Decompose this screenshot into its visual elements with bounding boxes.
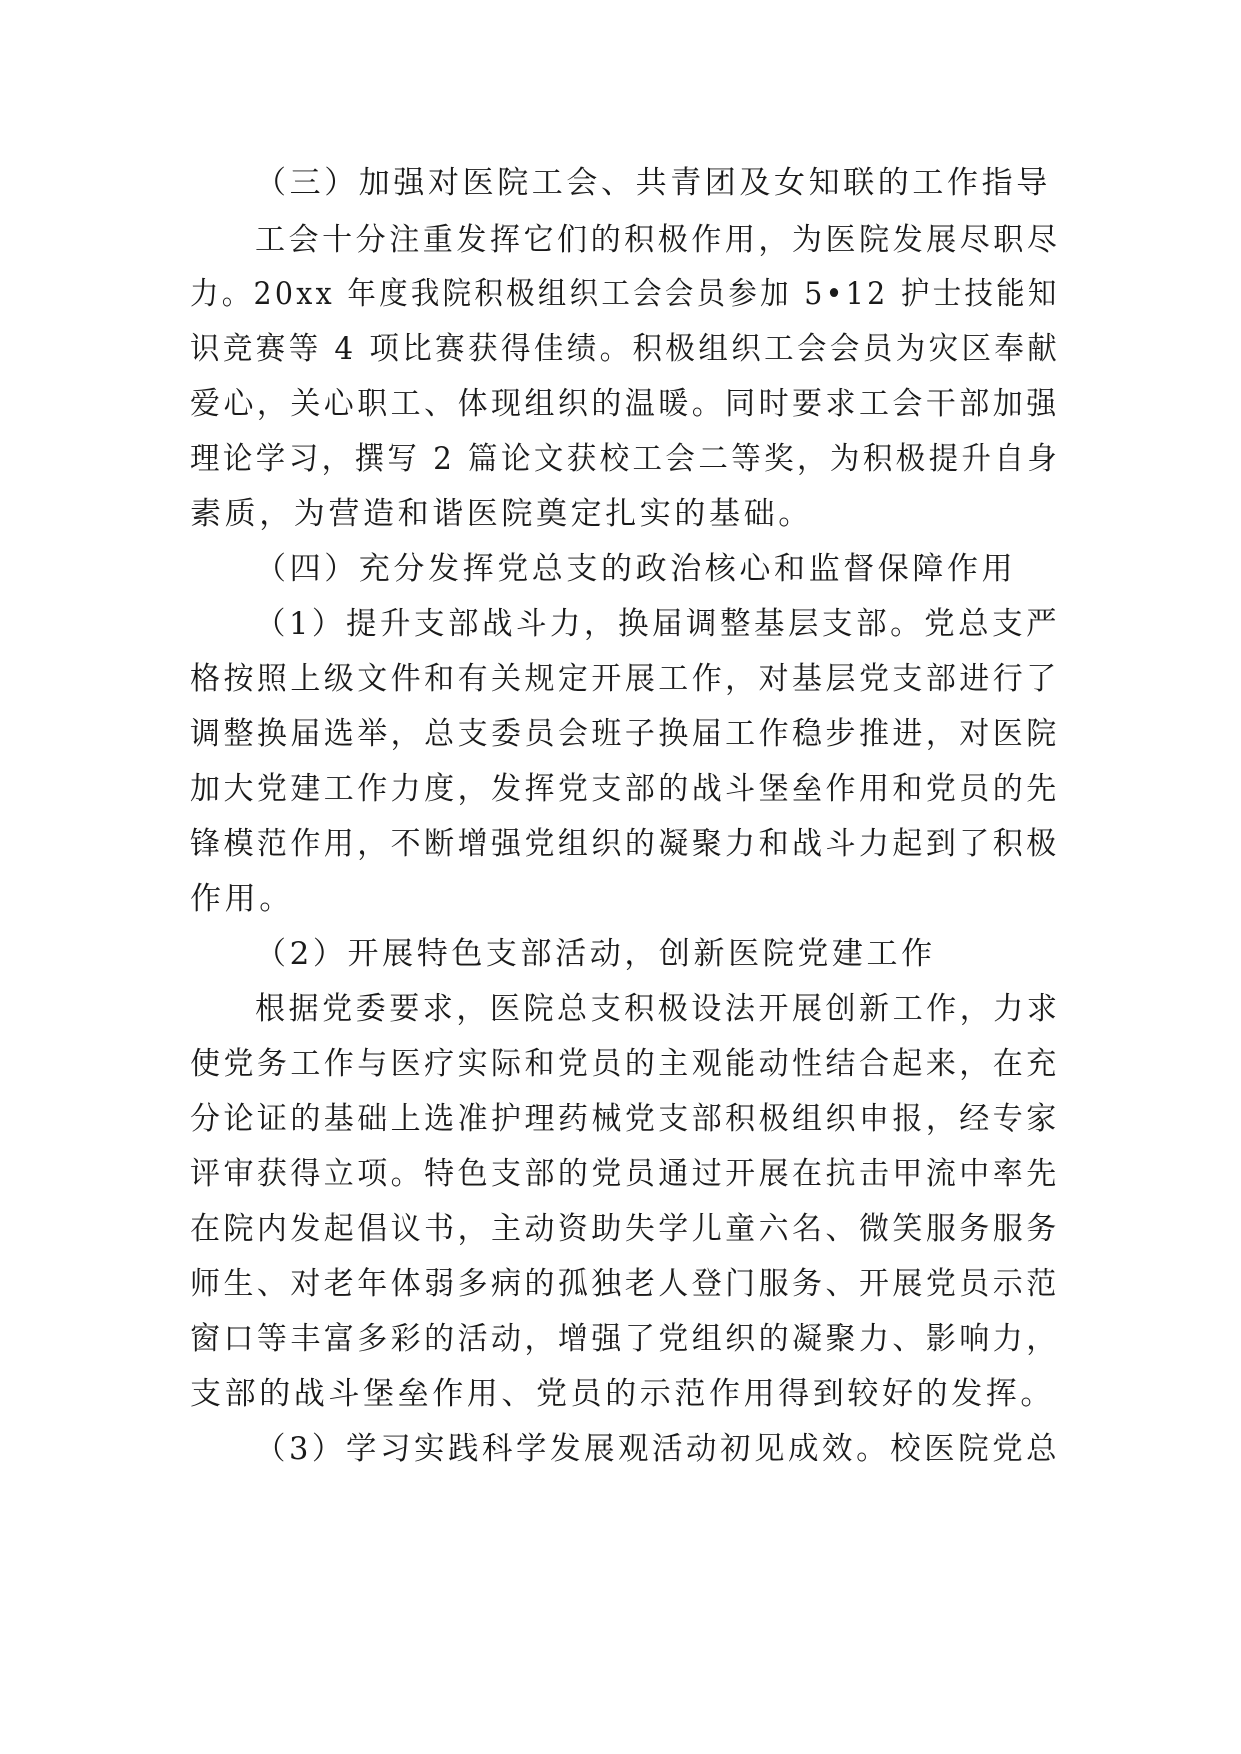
paragraph-line: 窗口等丰富多彩的活动，增强了党组织的凝聚力、影响力， bbox=[190, 1321, 1060, 1357]
paragraph-line: 工会十分注重发挥它们的积极作用，为医院发展尽职尽 bbox=[255, 222, 1061, 258]
paragraph-line: 分论证的基础上选准护理药械党支部积极组织申报，经专家 bbox=[190, 1101, 1060, 1137]
paragraph-line: 评审获得立项。特色支部的党员通过开展在抗击甲流中率先 bbox=[190, 1156, 1060, 1192]
paragraph-line: 识竞赛等 4 项比赛获得佳绩。积极组织工会会员为灾区奉献 bbox=[190, 331, 1061, 367]
paragraph-line: 支部的战斗堡垒作用、党员的示范作用得到较好的发挥。 bbox=[190, 1376, 1055, 1412]
paragraph-line: 根据党委要求，医院总支积极设法开展创新工作，力求 bbox=[255, 991, 1061, 1027]
paragraph-line: 锋模范作用，不断增强党组织的凝聚力和战斗力起到了积极 bbox=[190, 826, 1060, 862]
paragraph-line: 调整换届选举，总支委员会班子换届工作稳步推进，对医院 bbox=[190, 716, 1060, 752]
paragraph-line: 加大党建工作力度，发挥党支部的战斗堡垒作用和党员的先 bbox=[190, 771, 1060, 807]
paragraph-line: 作用。 bbox=[190, 881, 294, 917]
section-heading-3: （三）加强对医院工会、共青团及女知联的工作指导 bbox=[255, 165, 1051, 201]
paragraph-line: 格按照上级文件和有关规定开展工作，对基层党支部进行了 bbox=[190, 661, 1060, 697]
paragraph-line: 师生、对老年体弱多病的孤独老人登门服务、开展党员示范 bbox=[190, 1266, 1060, 1302]
section-heading-4: （四）充分发挥党总支的政治核心和监督保障作用 bbox=[255, 551, 1017, 587]
paragraph-line: 使党务工作与医疗实际和党员的主观能动性结合起来，在充 bbox=[190, 1046, 1060, 1082]
paragraph-line: 在院内发起倡议书，主动资助失学儿童六名、微笑服务服务 bbox=[190, 1211, 1060, 1247]
paragraph-line: 素质，为营造和谐医院奠定扎实的基础。 bbox=[190, 496, 813, 532]
subsection-heading-3: （3）学习实践科学发展观活动初见成效。校医院党总 bbox=[255, 1431, 1061, 1467]
paragraph-line: 爱心，关心职工、体现组织的温暖。同时要求工会干部加强 bbox=[190, 386, 1060, 422]
paragraph-line: 理论学习，撰写 2 篇论文获校工会二等奖，为积极提升自身 bbox=[190, 441, 1061, 477]
subsection-heading-2: （2）开展特色支部活动，创新医院党建工作 bbox=[255, 936, 936, 972]
subsection-heading-1: （1）提升支部战斗力，换届调整基层支部。党总支严 bbox=[255, 606, 1061, 642]
paragraph-line: 力。20xx 年度我院积极组织工会会员参加 5•12 护士技能知 bbox=[190, 276, 1060, 312]
